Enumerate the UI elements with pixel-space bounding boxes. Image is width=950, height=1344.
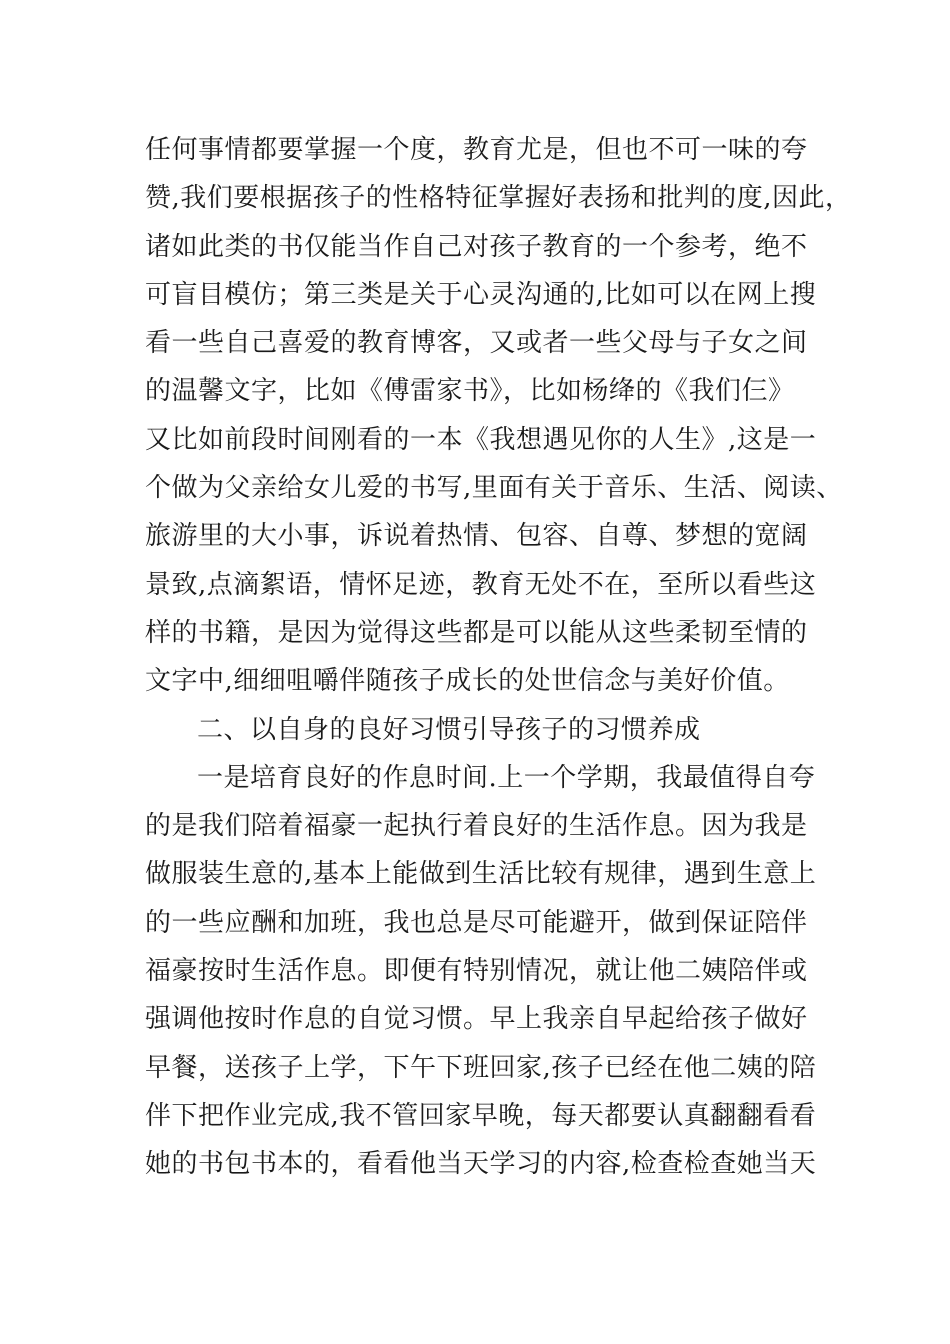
text-line: 样的书籍，是因为觉得这些都是可以能从这些柔韧至情的	[145, 617, 808, 648]
text-line: 又比如前段时间刚看的一本《我想遇见你的人生》,这是一	[145, 424, 817, 455]
text-line: 做服装生意的,基本上能做到生活比较有规律，遇到生意上	[145, 859, 817, 890]
text-line: 伴下把作业完成,我不管回家早晚，每天都要认真翻翻看看	[145, 1100, 817, 1131]
document-body	[145, 126, 852, 1189]
text-line: 可盲目模仿；第三类是关于心灵沟通的,比如可以在网上搜	[145, 279, 817, 310]
text-line: 个做为父亲给女儿爱的书写,里面有关于音乐、生活、阅读、	[145, 473, 843, 504]
text-line: 赞,我们要根据孩子的性格特征掌握好表扬和批判的度,因此，	[145, 183, 852, 214]
text-line: 的一些应酬和加班，我也总是尽可能避开，做到保证陪伴	[145, 907, 808, 938]
text-line: 她的书包书本的，看看他当天学习的内容,检查检查她当天	[145, 1149, 817, 1180]
text-line: 任何事情都要掌握一个度，教育尤是，但也不可一味的夸	[145, 135, 808, 165]
text-line: 早餐，送孩子上学，下午下班回家,孩子已经在他二姨的陪	[145, 1052, 817, 1083]
text-line: 诸如此类的书仅能当作自己对孩子教育的一个参考，绝不	[145, 231, 808, 262]
text-line: 景致,点滴絮语，情怀足迹，教育无处不在，至所以看些这	[145, 569, 817, 600]
text-line: 文字中,细细咀嚼伴随孩子成长的处世信念与美好价值。	[145, 666, 790, 697]
paragraph-first-line: 一是培育良好的作息时间.上一个学期，我最值得自夸	[197, 762, 816, 793]
section-heading: 二、以自身的良好习惯引导孩子的习惯养成	[197, 714, 701, 745]
text-line: 的是我们陪着福豪一起执行着良好的生活作息。因为我是	[145, 811, 808, 842]
text-line: 福豪按时生活作息。即便有特别情况，就让他二姨陪伴或	[145, 956, 808, 987]
text-line: 的温馨文字，比如《傅雷家书》，比如杨绛的《我们仨》	[145, 376, 795, 407]
text-line: 旅游里的大小事，诉说着热情、包容、自尊、梦想的宽阔	[145, 521, 808, 552]
text-line: 看一些自己喜爱的教育博客，又或者一些父母与子女之间	[145, 328, 808, 359]
text-line: 强调他按时作息的自觉习惯。早上我亲自早起给孩子做好	[145, 1004, 808, 1035]
